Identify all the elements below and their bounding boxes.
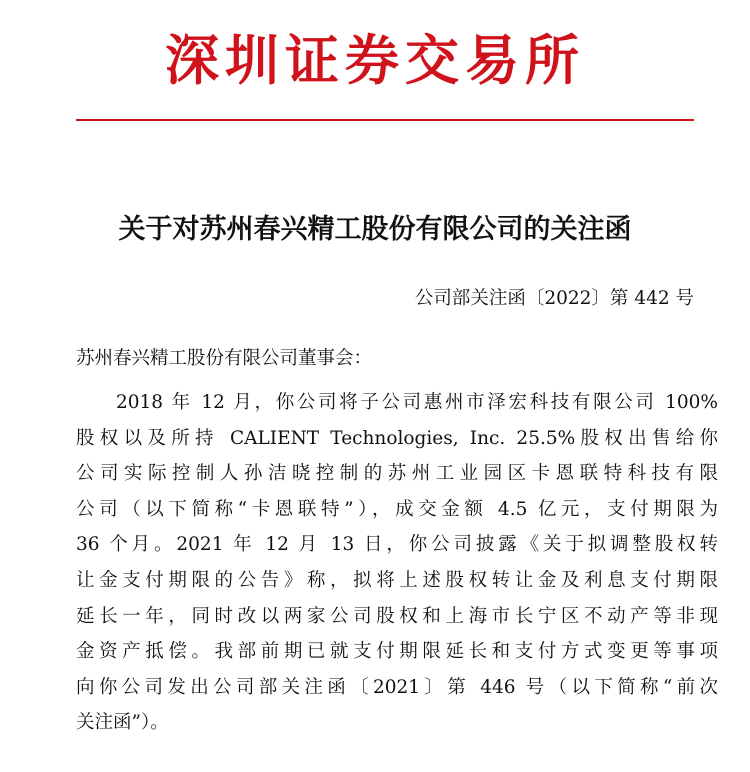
body-line: 延长一年，同时改以两家公司股权和上海市长宁区不动产等非现 — [76, 605, 718, 627]
body-line: 公司实际控制人孙洁晓控制的苏州工业园区卡恩联特科技有限 — [76, 463, 718, 485]
body-line: 金资产抵偿。我部前期已就支付期限延长和支付方式变更等事项 — [76, 641, 718, 663]
document-reference-number: 公司部关注函〔2022〕第 442 号 — [414, 288, 694, 309]
body-line: 让金支付期限的公告》称，拟将上述股权转让金及利息支付期限 — [76, 569, 718, 591]
body-paragraph — [76, 385, 718, 741]
body-line: 2018 年 12 月，你公司将子公司惠州市泽宏科技有限公司 100% — [116, 392, 718, 413]
body-line: 公司（以下简称“卡恩联特”），成交金额 4.5 亿元，支付期限为 — [76, 498, 718, 520]
body-line: 向你公司发出公司部关注函〔2021〕第 446 号（以下简称“前次 — [76, 676, 718, 698]
letterhead-red-rule — [76, 119, 694, 121]
body-line: 股权以及所持 CALIENT Technologies, Inc. 25.5%股权出售给你 — [76, 427, 718, 449]
body-line: 36 个月。2021 年 12 月 13 日，你公司披露《关于拟调整股权转 — [76, 534, 718, 556]
letterhead-org-name: 深圳证券交易所 — [165, 28, 585, 92]
salutation: 苏州春兴精工股份有限公司董事会： — [76, 348, 373, 369]
body-line: 关注函”）。 — [76, 712, 169, 734]
document-title: 关于对苏州春兴精工股份有限公司的关注函 — [118, 214, 632, 245]
